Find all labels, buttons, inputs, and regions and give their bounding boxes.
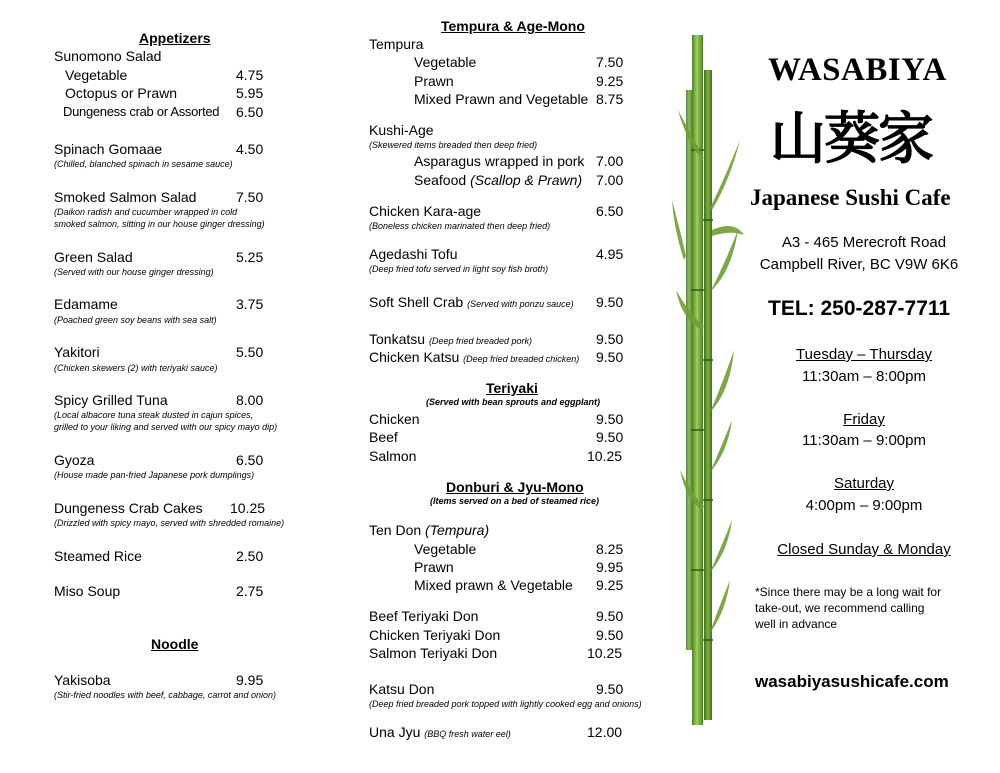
tempura-prawn: Prawn: [414, 73, 454, 89]
tempura-prawn-price: 9.25: [596, 73, 624, 89]
tendon-veg: Vegetable: [414, 541, 477, 557]
crabcakes-desc: (Drizzled with spicy mayo, served with shredded romaine): [54, 518, 285, 528]
chicken-don-price: 9.50: [596, 627, 624, 643]
teriyaki-note: (Served with bean sprouts and eggplant): [426, 397, 601, 407]
bamboo-stalk-3: [686, 90, 692, 650]
tendon-label: Ten Don: [369, 522, 422, 538]
katsu-don-price: 9.50: [596, 681, 624, 697]
teriyaki-salmon: Salmon: [369, 448, 417, 464]
tonkatsu-label: Tonkatsu: [369, 331, 426, 347]
asparagus-name: Asparagus wrapped in pork: [414, 153, 585, 169]
unajyu-price: 12.00: [587, 724, 623, 740]
seafood-note: (Scallop & Prawn): [470, 172, 583, 188]
closed-days: Closed Sunday & Monday: [777, 541, 951, 558]
sunomono-octo: Octopus or Prawn: [65, 85, 178, 101]
tempura-label: Tempura: [369, 36, 424, 52]
chicken-don-name: Chicken Teriyaki Don: [369, 627, 501, 643]
tempura-mixed: Mixed Prawn and Vegetable: [414, 91, 589, 107]
yakisoba-name: Yakisoba: [54, 672, 111, 688]
bamboo-illustration: [672, 30, 752, 730]
teriyaki-chicken: Chicken: [369, 411, 420, 427]
edamame-name: Edamame: [54, 296, 118, 312]
appetizers-title: Appetizers: [139, 30, 211, 46]
crabcakes-price: 10.25: [230, 500, 266, 516]
katsu-don-name: Katsu Don: [369, 681, 435, 697]
unajyu-name: [369, 724, 511, 740]
katsu-don-desc: (Deep fried breaded pork topped with lightly cooked egg and onions): [369, 699, 642, 709]
gyoza-desc: (House made pan-fried Japanese pork dumplings): [54, 470, 255, 480]
softshell-label: Soft Shell Crab: [369, 294, 464, 310]
green-salad-price: 5.25: [236, 249, 264, 265]
rice-name: Steamed Rice: [54, 548, 142, 564]
restaurant-subtitle: Japanese Sushi Cafe: [750, 185, 951, 210]
chicken-katsu-label: Chicken Katsu: [369, 349, 460, 365]
kushi-name: Kushi-Age: [369, 122, 434, 138]
beef-don-name: Beef Teriyaki Don: [369, 608, 479, 624]
salmon-salad-name: Smoked Salmon Salad: [54, 189, 197, 205]
bamboo-stalk-1: [692, 35, 703, 725]
asparagus-price: 7.00: [596, 153, 624, 169]
tendon-mixed: Mixed prawn & Vegetable: [414, 577, 573, 593]
tendon-prawn: Prawn: [414, 559, 454, 575]
wait-note-line3: well in advance: [755, 617, 838, 631]
teriyaki-chicken-price: 9.50: [596, 411, 624, 427]
yakisoba-desc: (Stir-fried noodles with beef, cabbage, carrot and onion): [54, 690, 276, 700]
kushi-desc: (Skewered items breaded then deep fried): [369, 140, 538, 150]
teriyaki-beef-price: 9.50: [596, 429, 624, 445]
salmon-don-name: Salmon Teriyaki Don: [369, 645, 498, 661]
yakitori-name: Yakitori: [54, 344, 100, 360]
hours-saturday-time: 4:00pm – 9:00pm: [805, 497, 923, 514]
yakitori-desc: (Chicken skewers (2) with teriyaki sauce): [54, 363, 218, 373]
softshell-name: [369, 294, 574, 310]
teriyaki-salmon-price: 10.25: [587, 448, 623, 464]
crabcakes-name: Dungeness Crab Cakes: [54, 500, 203, 516]
teriyaki-beef: Beef: [369, 429, 398, 445]
hours-weekday-time: 11:30am – 8:00pm: [802, 368, 926, 385]
chicken-katsu-price: 9.50: [596, 349, 624, 365]
tendon-prawn-price: 9.95: [596, 559, 624, 575]
tonkatsu-note: (Deep fried breaded pork): [428, 336, 532, 346]
miso-price: 2.75: [236, 583, 264, 599]
donburi-title: Donburi & Jyu-Mono: [446, 479, 584, 495]
gyoza-price: 6.50: [236, 452, 264, 468]
sunomono-crab: Dungeness crab or Assorted: [63, 104, 220, 119]
hours-friday-time: 11:30am – 9:00pm: [802, 432, 926, 449]
tuna-price: 8.00: [236, 392, 264, 408]
edamame-price: 3.75: [236, 296, 264, 312]
seafood-label: Seafood: [414, 172, 467, 188]
karaage-name: Chicken Kara-age: [369, 203, 482, 219]
chicken-katsu-name: [369, 349, 579, 365]
address-line1: A3 - 465 Merecroft Road: [781, 234, 947, 251]
yakisoba-price: 9.95: [236, 672, 264, 688]
softshell-price: 9.50: [596, 294, 624, 310]
hours-weekday-label: Tuesday – Thursday: [796, 346, 932, 363]
sunomono-crab-price: 6.50: [236, 104, 264, 120]
agedashi-name: Agedashi Tofu: [369, 246, 458, 262]
noodle-title: Noodle: [151, 636, 199, 652]
tempura-title: Tempura & Age-Mono: [441, 18, 585, 34]
seafood-price: 7.00: [596, 172, 624, 188]
unajyu-label: Una Jyu: [369, 724, 421, 740]
website-link[interactable]: wasabiyasushicafe.com: [755, 672, 949, 691]
yakitori-price: 5.50: [236, 344, 264, 360]
tempura-veg: Vegetable: [414, 54, 477, 70]
restaurant-kanji-logo: 山葵家: [770, 107, 932, 172]
tendon-note: (Tempura): [425, 522, 490, 538]
softshell-note: (Served with ponzu sauce): [467, 299, 574, 309]
rice-price: 2.50: [236, 548, 264, 564]
tuna-name: Spicy Grilled Tuna: [54, 392, 168, 408]
spinach-name: Spinach Gomaae: [54, 141, 163, 157]
gyoza-name: Gyoza: [54, 452, 95, 468]
salmon-salad-price: 7.50: [236, 189, 264, 205]
miso-name: Miso Soup: [54, 583, 121, 599]
sunomono-veg-price: 4.75: [236, 67, 264, 83]
wait-note-line2: take-out, we recommend calling: [755, 601, 925, 615]
hours-friday-label: Friday: [843, 411, 885, 428]
karaage-desc: (Boneless chicken marinated then deep fried): [369, 221, 551, 231]
bamboo-stalk-2: [704, 70, 712, 720]
tendon-veg-price: 8.25: [596, 541, 624, 557]
green-salad-name: Green Salad: [54, 249, 133, 265]
teriyaki-title: Teriyaki: [486, 380, 538, 396]
salmon-don-price: 10.25: [587, 645, 623, 661]
chicken-katsu-note: (Deep fried breaded chicken): [463, 354, 580, 364]
salmon-salad-desc2: smoked salmon, sitting in our house ginger dressing): [54, 219, 265, 229]
spinach-price: 4.50: [236, 141, 264, 157]
address-line2: Campbell River, BC V9W 6K6: [759, 256, 959, 273]
tonkatsu-price: 9.50: [596, 331, 624, 347]
tuna-desc2: grilled to your liking and served with our spicy mayo dip): [54, 422, 278, 432]
spinach-desc: (Chilled, blanched spinach in sesame sauce): [54, 159, 233, 169]
beef-don-price: 9.50: [596, 608, 624, 624]
tempura-mixed-price: 8.75: [596, 91, 624, 107]
hours-saturday-label: Saturday: [833, 475, 895, 492]
edamame-desc: (Poached green soy beans with sea salt): [54, 315, 217, 325]
telephone: TEL: 250-287-7711: [768, 297, 951, 320]
sunomono-octo-price: 5.95: [236, 85, 264, 101]
tempura-veg-price: 7.50: [596, 54, 624, 70]
tuna-desc1: (Local albacore tuna steak dusted in cajun spices,: [54, 410, 254, 420]
tonkatsu-name: [369, 331, 532, 347]
agedashi-price: 4.95: [596, 246, 624, 262]
salmon-salad-desc1: (Daikon radish and cucumber wrapped in cold: [54, 207, 238, 217]
donburi-note: (Items served on a bed of steamed rice): [430, 496, 600, 506]
unajyu-note: (BBQ fresh water eel): [424, 729, 511, 739]
sunomono-veg: Vegetable: [65, 67, 128, 83]
tendon-name: [369, 522, 489, 538]
green-salad-desc: (Served with our house ginger dressing): [54, 267, 214, 277]
wait-note-line1: *Since there may be a long wait for: [755, 585, 942, 599]
tendon-mixed-price: 9.25: [596, 577, 624, 593]
restaurant-name: WASABIYA: [768, 52, 947, 88]
sunomono-name: Sunomono Salad: [54, 48, 162, 64]
karaage-price: 6.50: [596, 203, 624, 219]
seafood-name: [414, 172, 582, 188]
agedashi-desc: (Deep fried tofu served in light soy fish broth): [369, 264, 549, 274]
